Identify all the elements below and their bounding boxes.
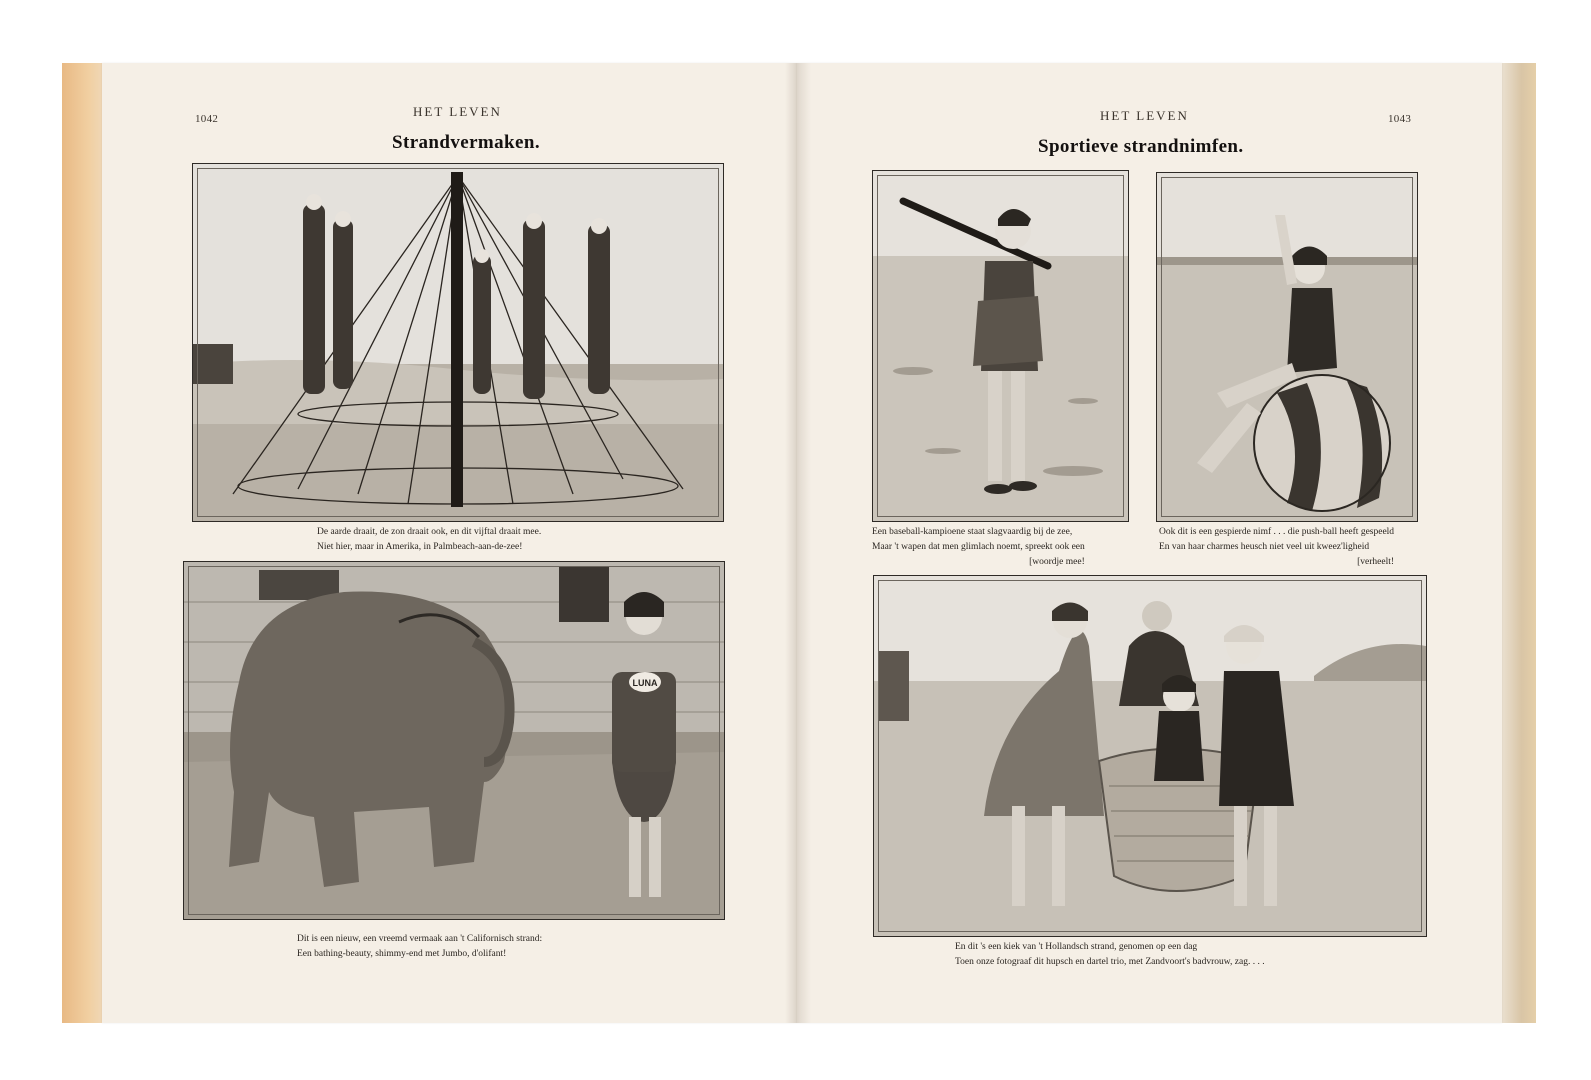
- caption-line: Niet hier, maar in Amerika, in Palmbeach-aan-de-zee!: [317, 542, 523, 552]
- photo-push-ball: [1156, 172, 1418, 522]
- spine-shadow: [785, 63, 811, 1023]
- page-number-right: 1043: [1388, 113, 1412, 125]
- caption-line: Ook dit is een gespierde nimf . . . die push-ball heeft gespeeld: [1159, 527, 1395, 537]
- page-edge-left: [62, 63, 106, 1023]
- page-edge-right: [1500, 63, 1536, 1023]
- photo-baseball: [872, 170, 1129, 522]
- caption-merry-go-round: [317, 525, 541, 555]
- page-title-right: Sportieve strandnimfen.: [1038, 136, 1244, 157]
- caption-line: [verheelt!: [1357, 557, 1395, 567]
- running-head-left: HET LEVEN: [413, 104, 502, 119]
- caption-push-ball: [1159, 525, 1394, 570]
- caption-line: De aarde draait, de zon draait ook, en dit vijftal draait mee.: [317, 527, 542, 537]
- caption-basket-trio: [955, 940, 1265, 970]
- caption-line: En van haar charmes heusch niet veel uit kweez'ligheid: [1159, 542, 1370, 552]
- caption-baseball: [872, 525, 1085, 570]
- caption-line: Dit is een nieuw, een vreemd vermaak aan 't Californisch strand:: [297, 934, 543, 944]
- page-title-left: Strandvermaken.: [392, 132, 540, 153]
- caption-line: Maar 't wapen dat men glimlach noemt, spreekt ook een: [872, 542, 1085, 552]
- caption-line: Een baseball-kampioene staat slagvaardig bij de zee,: [872, 527, 1073, 537]
- caption-line: Toen onze fotograaf dit hupsch en dartel trio, met Zandvoort's badvrouw, zag. . . .: [955, 957, 1265, 967]
- luna-badge-text: LUNA: [632, 678, 658, 688]
- running-head-right: HET LEVEN: [1100, 108, 1189, 123]
- caption-line: [woordje mee!: [1029, 557, 1085, 567]
- photo-elephant: [183, 561, 725, 920]
- caption-line: En dit 's een kiek van 't Hollandsch strand, genomen op een dag: [955, 942, 1198, 952]
- photo-basket-trio: [873, 575, 1427, 937]
- photo-merry-go-round: [192, 163, 724, 522]
- caption-line: Een bathing-beauty, shimmy-end met Jumbo, d'olifant!: [297, 949, 507, 959]
- page-number-left: 1042: [195, 113, 219, 125]
- caption-elephant: [297, 932, 542, 962]
